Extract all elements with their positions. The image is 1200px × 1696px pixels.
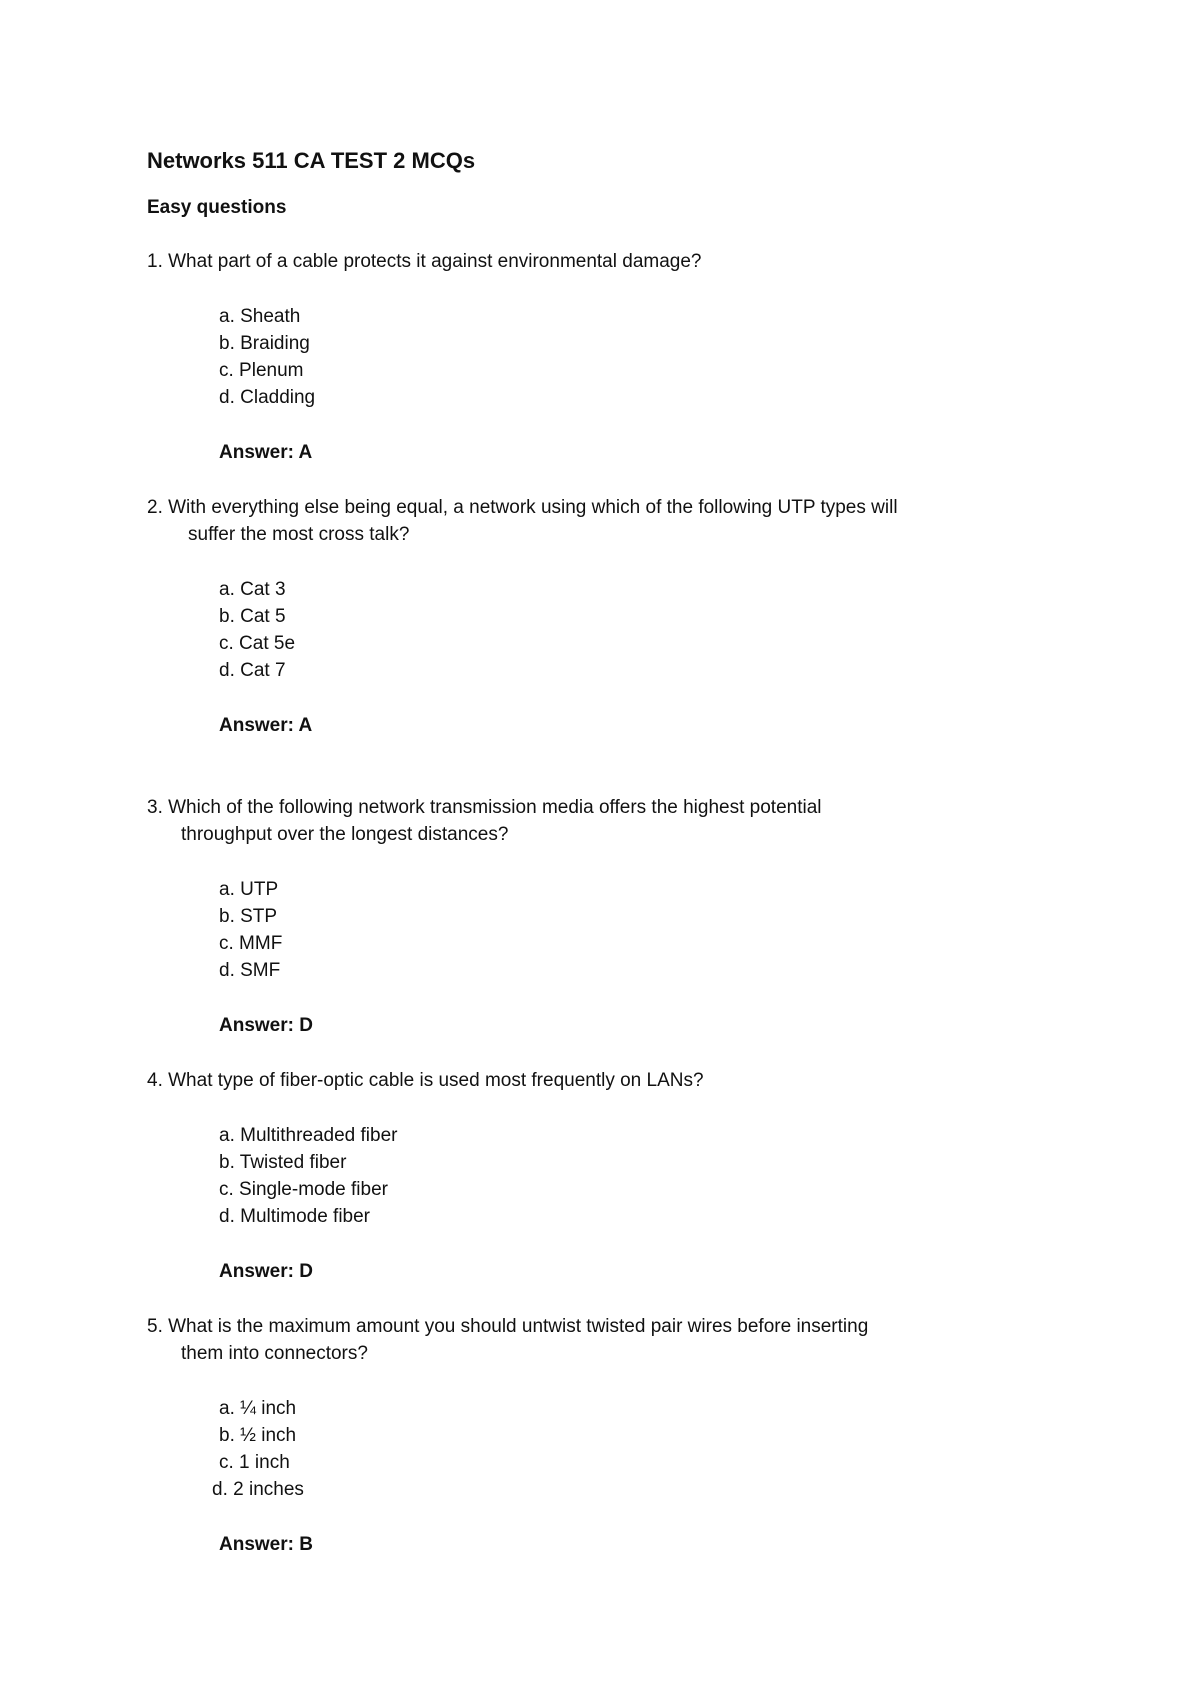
document-title: Networks 511 CA TEST 2 MCQs [147,148,476,173]
question-1-option-c: c. Plenum [219,360,304,381]
question-1-text: 1. What part of a cable protects it against environmental damage? [147,251,702,272]
question-2-answer: Answer: A [219,715,313,736]
question-3-option-c: c. MMF [219,933,283,954]
question-4-option-b: b. Twisted fiber [219,1152,347,1173]
question-2-option-d: d. Cat 7 [219,660,286,681]
question-5-option-a: a. ¼ inch [219,1398,297,1419]
question-2-option-a: a. Cat 3 [219,579,286,600]
question-5-option-b: b. ½ inch [219,1425,297,1446]
question-4-text: 4. What type of fiber-optic cable is used most frequently on LANs? [147,1070,704,1091]
question-1-answer: Answer: A [219,442,313,463]
question-3-option-b: b. STP [219,906,278,927]
question-1-option-a: a. Sheath [219,306,301,327]
question-5-text: 5. What is the maximum amount you should untwist twisted pair wires before inserting [147,1316,869,1337]
question-1-option-b: b. Braiding [219,333,310,354]
question-5-answer: Answer: B [219,1534,313,1555]
section-heading: Easy questions [147,197,287,218]
question-4-answer: Answer: D [219,1261,313,1282]
question-5-option-c: c. 1 inch [219,1452,290,1473]
question-4-option-a: a. Multithreaded fiber [219,1125,398,1146]
question-3-text-continued: throughput over the longest distances? [181,824,509,845]
question-4-option-c: c. Single-mode fiber [219,1179,388,1200]
question-4-option-d: d. Multimode fiber [219,1206,371,1227]
question-3-option-d: d. SMF [219,960,281,981]
question-3-answer: Answer: D [219,1015,313,1036]
question-2-option-b: b. Cat 5 [219,606,286,627]
question-1-option-d: d. Cladding [219,387,316,408]
question-2-text-continued: suffer the most cross talk? [188,524,410,545]
question-5-text-continued: them into connectors? [181,1343,368,1364]
question-3-text: 3. Which of the following network transmission media offers the highest potential [147,797,822,818]
question-3-option-a: a. UTP [219,879,279,900]
question-2-option-c: c. Cat 5e [219,633,296,654]
question-5-option-d: d. 2 inches [212,1479,304,1500]
question-2-text: 2. With everything else being equal, a network using which of the following UTP types will [147,497,898,518]
